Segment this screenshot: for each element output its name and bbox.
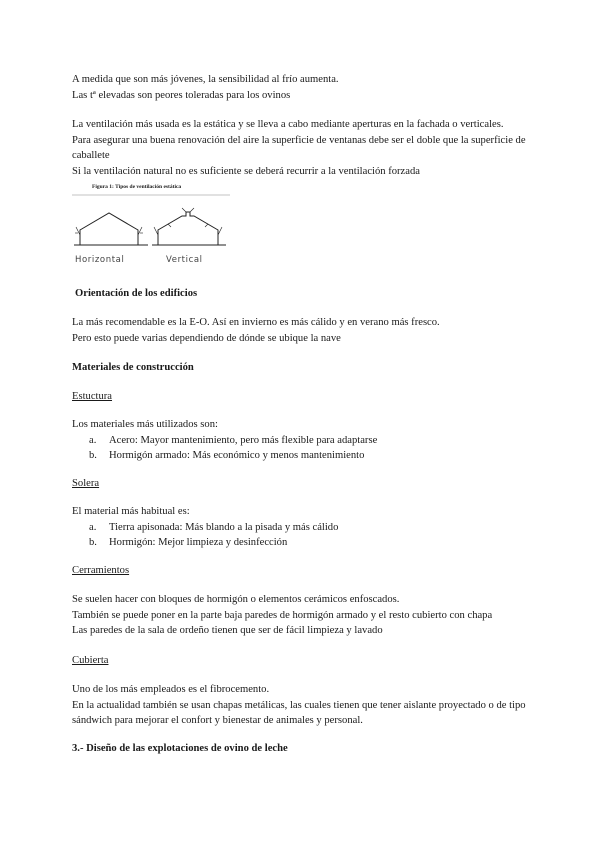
structure-block bbox=[72, 417, 542, 464]
floor-intro: El material más habitual es: bbox=[72, 506, 190, 517]
structure-list bbox=[72, 433, 542, 464]
orientation-block bbox=[72, 315, 542, 346]
horizontal-house-drawing bbox=[74, 213, 148, 245]
ventilation-block bbox=[72, 117, 542, 179]
structure-subheading: Estuctura bbox=[72, 391, 113, 402]
list-item bbox=[72, 535, 542, 551]
floor-list bbox=[72, 520, 542, 551]
structure-intro: Los materiales más utilizados son: bbox=[72, 419, 218, 430]
ventilation-paragraph-3: Si la ventilación natural no es suficiente se deberá recurrir a la ventilación forzada bbox=[72, 165, 420, 177]
orientation-heading: Orientación de los edificios bbox=[75, 288, 198, 299]
intro-line: A medida que son más jóvenes, la sensibilidad al frío aumenta. bbox=[72, 74, 339, 85]
orientation-line: La más recomendable es la E-O. Así en invierno es más cálido y en verano más fresco. bbox=[72, 317, 440, 328]
enclosures-line: Se suelen hacer con bloques de hormigón o elementos cerámicos enfoscados. bbox=[72, 594, 400, 605]
list-item bbox=[72, 520, 542, 536]
roof-block bbox=[72, 682, 542, 729]
section-3-heading: 3.- Diseño de las explotaciones de ovino de leche bbox=[72, 743, 288, 754]
ventilation-figure bbox=[72, 180, 232, 270]
list-item bbox=[72, 433, 542, 449]
list-marker: b. bbox=[89, 537, 97, 548]
list-marker: a. bbox=[89, 434, 97, 446]
list-item-text: Acero: Mayor mantenimiento, pero más flexible para adaptarse bbox=[109, 434, 378, 446]
floor-block bbox=[72, 504, 542, 551]
intro-block bbox=[72, 72, 542, 103]
roof-subheading: Cubierta bbox=[72, 655, 109, 666]
floor-subheading: Solera bbox=[72, 478, 100, 489]
roof-paragraph-1: Uno de los más empleados es el fibrocemento. bbox=[72, 684, 270, 695]
enclosures-line: Las paredes de la sala de ordeño tienen que ser de fácil limpieza y lavado bbox=[72, 625, 383, 636]
list-item bbox=[72, 448, 542, 464]
enclosures-line: También se puede poner en la parte baja paredes de hormigón armado y el resto cubierto con chapa bbox=[72, 609, 493, 621]
ventilation-paragraph-2: Para asegurar una buena renovación del aire la superficie de ventanas debe ser el doble que la superficie de caballete bbox=[72, 134, 526, 161]
intro-line: Las tª elevadas son peores toleradas para los ovinos bbox=[72, 89, 291, 101]
list-marker: a. bbox=[89, 521, 97, 533]
list-item-text: Tierra apisonada: Más blando a la pisada y más cálido bbox=[109, 521, 339, 533]
enclosures-block bbox=[72, 592, 542, 639]
figure-label-vertical: Vertical bbox=[166, 255, 203, 265]
list-marker: b. bbox=[89, 450, 97, 461]
ventilation-paragraph-1: La ventilación más usada es la estática y se lleva a cabo mediante aperturas en la fachada o verticales. bbox=[72, 119, 504, 130]
figure-label-horizontal: Horizontal bbox=[75, 255, 125, 265]
vertical-house-drawing bbox=[152, 208, 226, 245]
figure-caption: Figura 1: Tipos de ventilación estática bbox=[92, 184, 182, 190]
materials-heading: Materiales de construcción bbox=[72, 362, 194, 373]
list-item-text: Hormigón: Mejor limpieza y desinfección bbox=[109, 537, 288, 548]
enclosures-subheading: Cerramientos bbox=[72, 565, 130, 576]
orientation-line: Pero esto puede varias dependiendo de dónde se ubique la nave bbox=[72, 332, 341, 344]
list-item-text: Hormigón armado: Más económico y menos mantenimiento bbox=[109, 450, 365, 461]
roof-paragraph-2: En la actualidad también se usan chapas metálicas, las cuales tienen que tener aislante proyectado o de tipo sándwich para mejorar el confort y bienestar de animales y personal. bbox=[72, 699, 526, 726]
